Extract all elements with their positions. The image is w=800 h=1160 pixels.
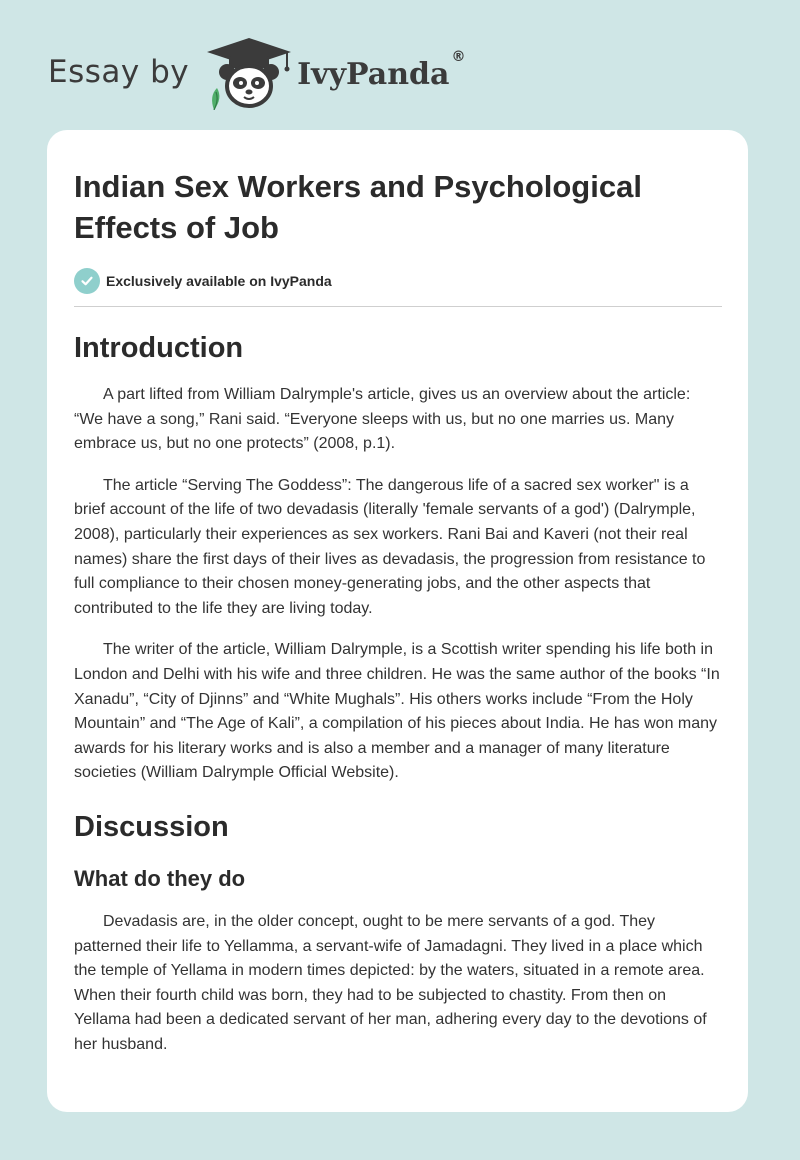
essay-card bbox=[47, 130, 748, 1112]
section-heading-introduction: Introduction bbox=[74, 332, 244, 364]
brand-prefix: Essay by bbox=[48, 54, 190, 90]
paragraph: The article “Serving The Goddess”: The dangerous life of a sacred sex worker" is a brief account of the life of two devadasis (literally 'female servants of a god') (Dalrymple, 2008), particularly their experiences as sex workers. Rani Bai and Kaveri (not their real names) share the first days of their lives as devadasis, the progression from resistance to full compliance to their chosen money-generating jobs, and the other aspects that contributed to the life they are living today. bbox=[74, 476, 706, 617]
paragraph: A part lifted from William Dalrymple's article, gives us an overview about the article: “We have a song,” Rani said. “Everyone sleeps with us, but no one marries us. Many embrace us, but no one protects” (2008, p.1). bbox=[74, 386, 691, 453]
page-title: Indian Sex Workers and Psychological Effects of Job bbox=[74, 169, 642, 245]
paragraph: Devadasis are, in the older concept, ought to be mere servants of a god. They patterned their life to Yellamma, a servant-wife of Jamadagni. They lived in a place which the temple of Yellama in modern times depicted: by the waters, situated in a remote area. When their fourth child was born, they had to be subjected to chastity. From then on Yellama had been a dedicated servant of her man, adhering every day to the devotions of her husband. bbox=[74, 912, 707, 1053]
exclusive-badge-text: Exclusively available on IvyPanda bbox=[106, 273, 332, 289]
brand-name-text: IvyPanda bbox=[297, 56, 450, 92]
title-divider bbox=[74, 306, 722, 307]
site-brand[interactable] bbox=[48, 34, 465, 110]
check-icon bbox=[74, 268, 100, 294]
section-heading-discussion: Discussion bbox=[74, 810, 229, 843]
registered-mark: ® bbox=[451, 48, 466, 65]
brand-name bbox=[297, 48, 466, 92]
subsection-heading-what-do-they-do: What do they do bbox=[74, 865, 246, 891]
panda-logo-icon bbox=[203, 34, 295, 110]
paragraph: The writer of the article, William Dalrymple, is a Scottish writer spending his life both in London and Delhi with his wife and three children. He was the same author of the books “In Xanadu”, “City of Djinns” and “White Mughals”. His others works include “From the Holy Mountain” and “The Age of Kali”, a compilation of his pieces about India. He has won many awards for his literary works and is also a member and a manager of many literature societies (William Dalrymple Official Website). bbox=[74, 641, 720, 782]
exclusive-badge bbox=[74, 268, 722, 294]
